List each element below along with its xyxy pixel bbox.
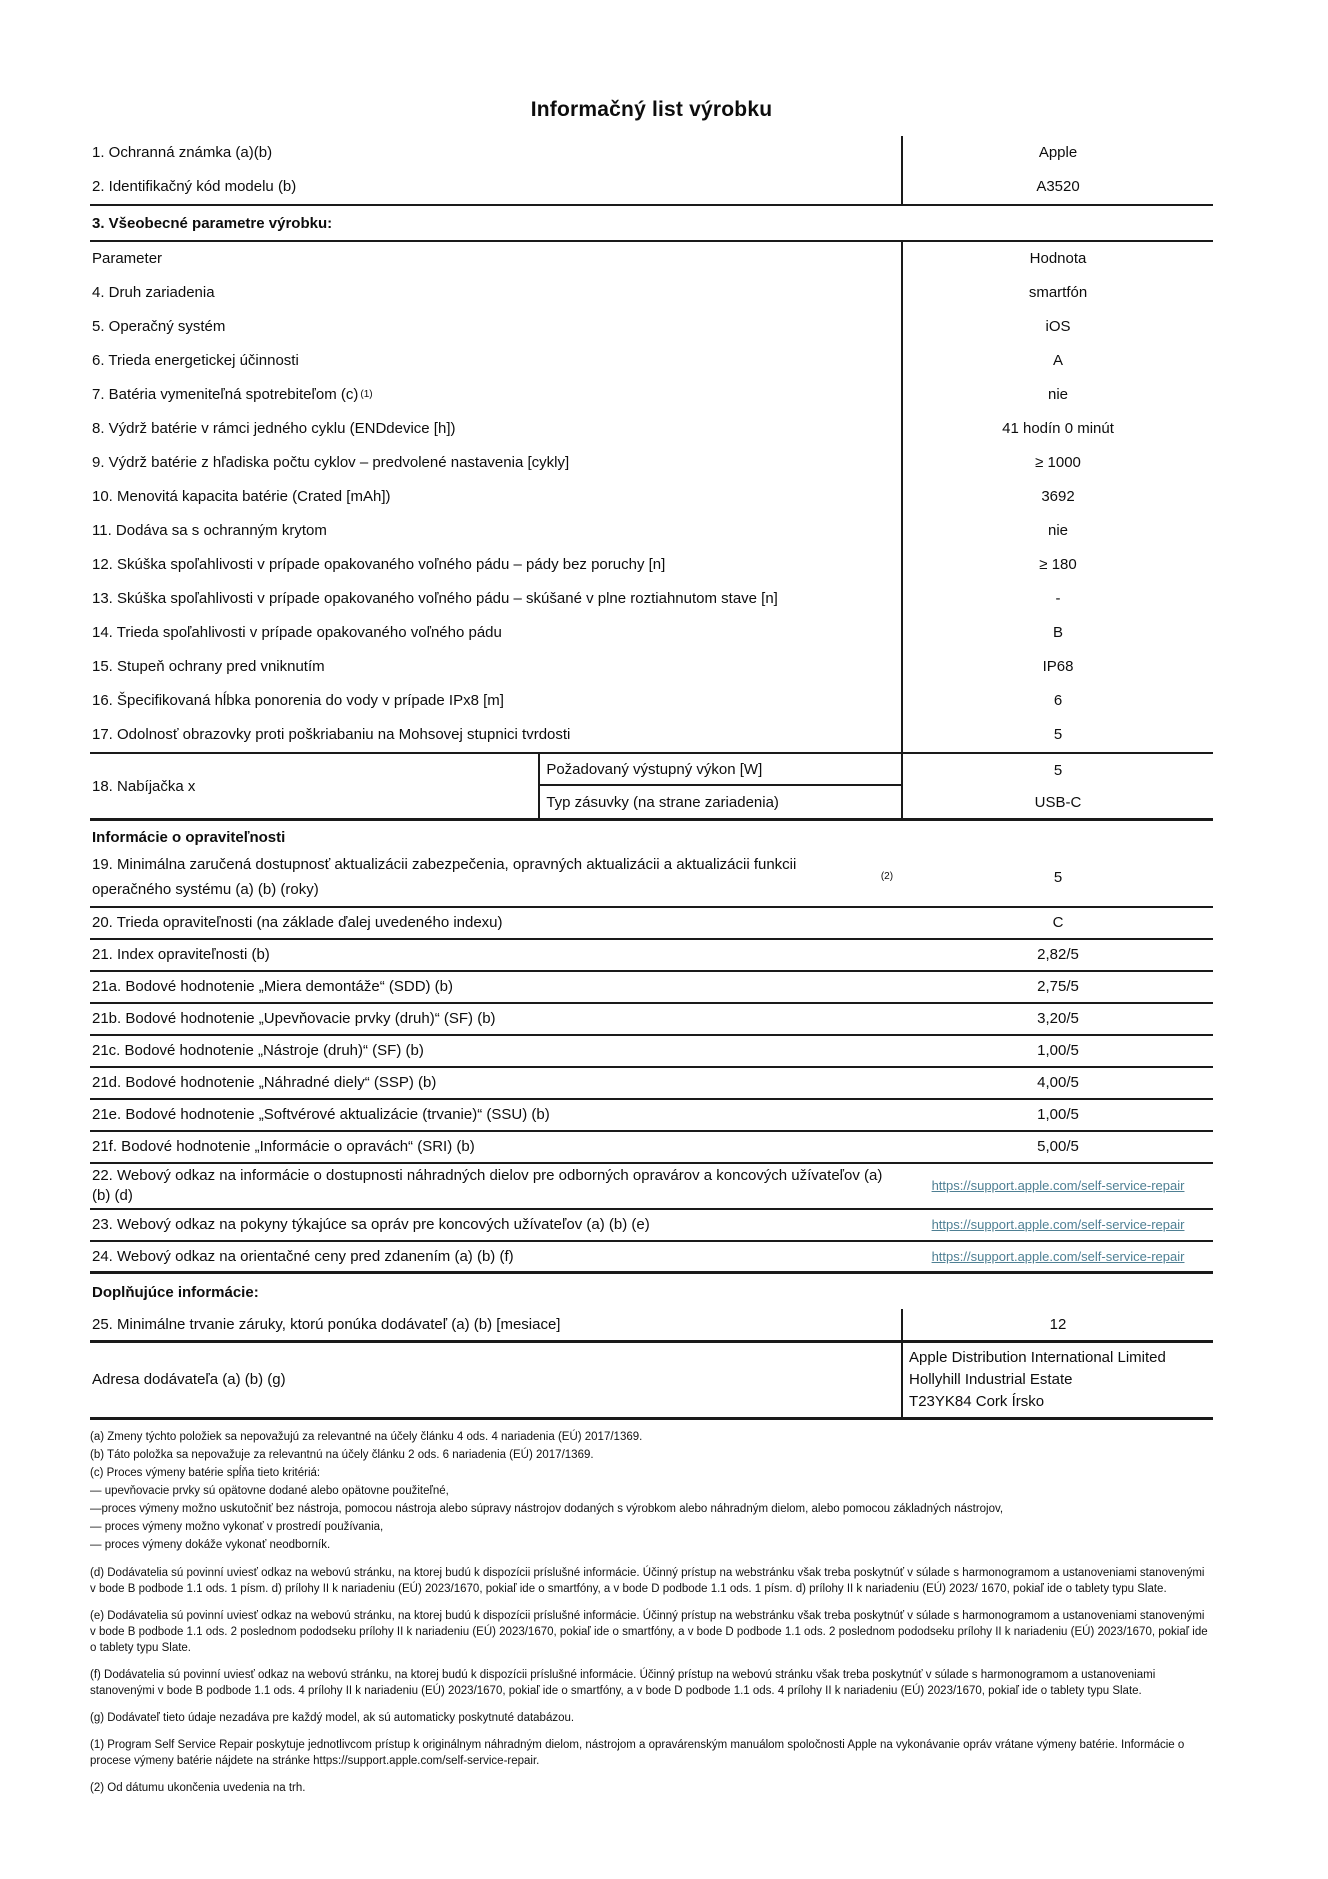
row-value: - [1055, 590, 1061, 607]
row-label: 21d. Bodové hodnotenie „Náhradné diely“ (SSP) (b) [92, 1074, 437, 1091]
table-row [90, 616, 1213, 650]
page-title: Informačný list výrobku [530, 98, 773, 121]
row-label: 20. Trieda opraviteľnosti (na základe ďalej uvedeného indexu) [92, 914, 503, 931]
section-header-general-parameters: 3. Všeobecné parametre výrobku: [90, 206, 1213, 242]
footnote: (b) Táto položka sa nepovažuje za relevantnú na účely článku 2 ods. 6 nariadenia (EÚ) 2017/1369. [90, 1449, 594, 1461]
address-line: Apple Distribution International Limited [909, 1349, 1166, 1366]
row-value: iOS [1045, 318, 1071, 335]
supplier-address [903, 1343, 1213, 1417]
support-link[interactable]: https://support.apple.com/self-service-repair [931, 1217, 1185, 1232]
row-value: ≥ 180 [1039, 556, 1077, 573]
table-row [90, 1164, 1213, 1210]
identification-table [90, 136, 1213, 206]
table-row [90, 514, 1213, 548]
row-value [903, 1164, 1213, 1208]
row-value: smartfón [1028, 284, 1088, 301]
row-label: Typ zásuvky (na strane zariadenia) [546, 793, 779, 811]
table-row [90, 412, 1213, 446]
row-label: 21a. Bodové hodnotenie „Miera demontáže“ (SDD) (b) [92, 978, 454, 995]
row-value: 2,75/5 [1037, 978, 1079, 995]
row-value: A3520 [1036, 178, 1080, 195]
table-row [90, 908, 1213, 940]
footnote: (d) Dodávatelia sú povinní uviesť odkaz na webovú stránku, na ktorej budú k dispozícii príslušné informácie. Účinný prístup na webstránku však treba poskytnúť v súlade s harmonogramom a ustanoveniami stanovenými v bode B podbode 1.1 ods. 1 písm. d) prílohy II k nariadeniu (EÚ) 2023/1670, pokiaľ ide o smartfóny, a v bode D podbode 1.1 ods. 1 písm. d) prílohy II k nariadeniu (EÚ) 2023/ 1670, pokiaľ ide o tablety typu Slate. [90, 1567, 1205, 1595]
row-label: 2. Identifikačný kód modelu (b) [90, 170, 903, 204]
row-label: Adresa dodávateľa (a) (b) (g) [90, 1343, 903, 1417]
table-row [90, 446, 1213, 480]
table-row [90, 1036, 1213, 1068]
row-value: 3692 [1041, 488, 1075, 505]
row-label: 21. Index opraviteľnosti (b) [92, 946, 270, 963]
table-row [90, 344, 1213, 378]
row-value [903, 1210, 1213, 1240]
table-row [90, 310, 1213, 344]
table-row [90, 1100, 1213, 1132]
table-row [90, 480, 1213, 514]
address-line: Hollyhill Industrial Estate [909, 1371, 1073, 1388]
table-row [90, 1068, 1213, 1100]
row-value: nie [1048, 522, 1069, 539]
table-row [90, 684, 1213, 718]
row-value: 2,82/5 [1037, 946, 1079, 963]
charger-sublabels [540, 754, 903, 818]
row-label: 11. Dodáva sa s ochranným krytom [90, 514, 903, 548]
table-row [90, 1004, 1213, 1036]
address-line: T23YK84 Cork Írsko [909, 1393, 1045, 1410]
support-link[interactable]: https://support.apple.com/self-service-repair [931, 1248, 1185, 1264]
row-value: 12 [1049, 1315, 1067, 1333]
footnote: —proces výmeny možno uskutočniť bez nástroja, pomocou nástroja alebo súpravy nástrojov dodaných s výrobkom alebo náhradným dielom, alebo pomocou základných nástrojov, [90, 1503, 1004, 1515]
row-label: 14. Trieda spoľahlivosti v prípade opakovaného voľného pádu [90, 616, 903, 650]
table-row [90, 940, 1213, 972]
row-label: 21f. Bodové hodnotenie „Informácie o opravách“ (SRI) (b) [92, 1138, 475, 1155]
section-header-repairability: Informácie o opraviteľnosti [92, 829, 286, 846]
row-label: 25. Minimálne trvanie záruky, ktorú ponúka dodávateľ (a) (b) [mesiace] [90, 1309, 903, 1340]
row-label: 21b. Bodové hodnotenie „Upevňovacie prvky (druh)“ (SF) (b) [92, 1010, 496, 1027]
row-label: 19. Minimálna zaručená dostupnosť aktualizácii zabezpečenia, opravných aktualizácii a aktualizácii funkcii operačného systému (a) (b) (roky) (2) [90, 850, 903, 906]
table-row [90, 718, 1213, 752]
footnote: (g) Dodávateľ tieto údaje nezadáva pre každý model, ak sú automaticky poskytnuté databázou. [90, 1712, 575, 1724]
row-label: 23. Webový odkaz na pokyny týkajúce sa opráv pre koncových užívateľov (a) (b) (e) [92, 1216, 650, 1233]
table-row [90, 1210, 1213, 1242]
table-header-row [90, 242, 1213, 276]
column-header-parameter: Parameter [90, 242, 903, 276]
table-row [90, 1132, 1213, 1164]
footnote: (f) Dodávatelia sú povinní uviesť odkaz na webovú stránku, na ktorej budú k dispozícii príslušné informácie. Účinný prístup na webovú stránku však treba poskytnúť v súlade s harmonogramom a ustanoveniami stanovenými v bode B podbode 1.1 ods. 4 prílohy II k nariadeniu (EÚ) 2023/1670, pokiaľ ide o smartfóny, a v bode D podbode 1.1 ods. 4 prílohy II k nariadeniu (EÚ) 2023/1670, pokiaľ ide o tablety typu Slate. [90, 1669, 1156, 1697]
row-label: 7. Batéria vymeniteľná spotrebiteľom (c) (1) [90, 378, 903, 412]
table-row [90, 276, 1213, 310]
row-value [903, 1242, 1213, 1271]
row-label: 1. Ochranná známka (a)(b) [90, 136, 903, 170]
footnote: (c) Proces výmeny batérie spĺňa tieto kritériá: [90, 1467, 321, 1479]
row-label: 24. Webový odkaz na orientačné ceny pred zdanením (a) (b) (f) [92, 1247, 514, 1265]
row-value: A [1053, 352, 1064, 369]
charger-row [90, 754, 1213, 821]
row-label: Požadovaný výstupný výkon [W] [540, 754, 901, 786]
row-label: 4. Druh zariadenia [90, 276, 903, 310]
table-row [90, 378, 1213, 412]
row-label: 6. Trieda energetickej účinnosti [90, 344, 903, 378]
column-header-value: Hodnota [1029, 250, 1087, 267]
charger-values [903, 754, 1213, 818]
table-row [90, 136, 1213, 170]
row-label: 21c. Bodové hodnotenie „Nástroje (druh)“ (SF) (b) [92, 1042, 424, 1059]
row-value: 1,00/5 [1037, 1042, 1079, 1059]
table-row [90, 1309, 1213, 1343]
row-value: 1,00/5 [1037, 1106, 1079, 1123]
row-value: 4,00/5 [1037, 1074, 1079, 1091]
table-row [90, 1242, 1213, 1274]
table-row [90, 170, 1213, 204]
footnote: (a) Zmeny týchto položiek sa nepovažujú za relevantné na účely článku 4 ods. 4 nariadenia (EÚ) 2017/1369. [90, 1431, 643, 1443]
row-label: 22. Webový odkaz na informácie o dostupnosti náhradných dielov pre odborných opravárov a koncových užívateľov (a) (b) (d) [92, 1167, 883, 1204]
footnote: (1) Program Self Service Repair poskytuje jednotlivcom prístup k originálnym náhradným dielom, nástrojom a opravárenským manuálom spoločnosti Apple na vykonávanie opráv vrátane výmeny batérie. Informácie o procese výmeny batérie nájdete na stránke https://support.apple.com/self-service-repair. [90, 1739, 1185, 1767]
footnotes [90, 1428, 1213, 1796]
row-label-text: 7. Batéria vymeniteľná spotrebiteľom (c) [92, 386, 359, 403]
table-row [90, 850, 1213, 908]
row-value: 41 hodín 0 minút [1002, 420, 1114, 437]
supplier-address-row [90, 1343, 1213, 1420]
row-value: 5 [1053, 869, 1063, 886]
table-row [90, 582, 1213, 616]
row-value: nie [1048, 386, 1069, 403]
row-value: IP68 [1042, 658, 1074, 675]
footnote: — proces výmeny dokáže vykonať neodborník. [90, 1539, 331, 1551]
footnote: — upevňovacie prvky sú opätovne dodané alebo opätovne použiteľné, [90, 1485, 449, 1497]
table-row [90, 972, 1213, 1004]
row-value: USB-C [1034, 793, 1082, 811]
footnote: (2) Od dátumu ukončenia uvedenia na trh. [90, 1782, 306, 1794]
footnote: — proces výmeny možno vykonať v prostredí používania, [90, 1521, 384, 1533]
row-value: 5,00/5 [1037, 1138, 1079, 1155]
row-label: 17. Odolnosť obrazovky proti poškriabaniu na Mohsovej stupnici tvrdosti [90, 718, 903, 752]
row-label: 15. Stupeň ochrany pred vniknutím [90, 650, 903, 684]
row-label: 10. Menovitá kapacita batérie (Crated [mAh]) [90, 480, 903, 514]
row-value: Apple [1038, 144, 1078, 161]
row-label: 21e. Bodové hodnotenie „Softvérové aktualizácie (trvanie)“ (SSU) (b) [92, 1106, 550, 1123]
row-label: 5. Operačný systém [90, 310, 903, 344]
table-row [90, 548, 1213, 582]
general-parameters-table [90, 242, 1213, 754]
section-header-additional-info: Doplňujúce informácie: [92, 1284, 259, 1301]
row-value: ≥ 1000 [1035, 454, 1081, 471]
row-value: 6 [1053, 692, 1063, 709]
row-value: 5 [1053, 726, 1063, 743]
product-information-sheet [90, 98, 1213, 1796]
row-value: B [1053, 624, 1064, 641]
row-label: 12. Skúška spoľahlivosti v prípade opakovaného voľného pádu – pády bez poruchy [n] [90, 548, 903, 582]
row-label: 9. Výdrž batérie z hľadiska počtu cyklov – predvolené nastavenia [cykly] [90, 446, 903, 480]
row-value: C [1052, 914, 1064, 931]
footnote: (e) Dodávatelia sú povinní uviesť odkaz na webovú stránku, na ktorej budú k dispozícii príslušné informácie. Účinný prístup na webstránku však treba poskytnúť v súlade s harmonogramom a ustanoveniami stanovenými v bode B podbode 1.1 ods. 2 poslednom pododseku prílohy II k nariadeniu (EÚ) 2023/1670, pokiaľ ide o smartfóny, a v bode D podbode 1.1 ods. 2 poslednom pododseku prílohy II k nariadeniu (EÚ) 2023/1670, pokiaľ ide o tablety typu Slate. [90, 1610, 1208, 1654]
row-label: 18. Nabíjačka x [90, 754, 540, 818]
row-label: 8. Výdrž batérie v rámci jedného cyklu (ENDdevice [h]) [90, 412, 903, 446]
support-link[interactable]: https://support.apple.com/self-service-repair [931, 1178, 1185, 1193]
row-label: 13. Skúška spoľahlivosti v prípade opakovaného voľného pádu – skúšané v plne roztiahnutom stave [n] [90, 582, 903, 616]
row-label: 16. Špecifikovaná hĺbka ponorenia do vody v prípade IPx8 [m] [90, 684, 903, 718]
row-value: 3,20/5 [1037, 1010, 1079, 1027]
row-label-text: 19. Minimálna zaručená dostupnosť aktualizácii zabezpečenia, opravných aktualizácii a aktualizácii funkcii operačného systému (a) (b) (roky) [92, 856, 797, 898]
table-row [90, 650, 1213, 684]
row-value: 5 [1053, 761, 1063, 779]
